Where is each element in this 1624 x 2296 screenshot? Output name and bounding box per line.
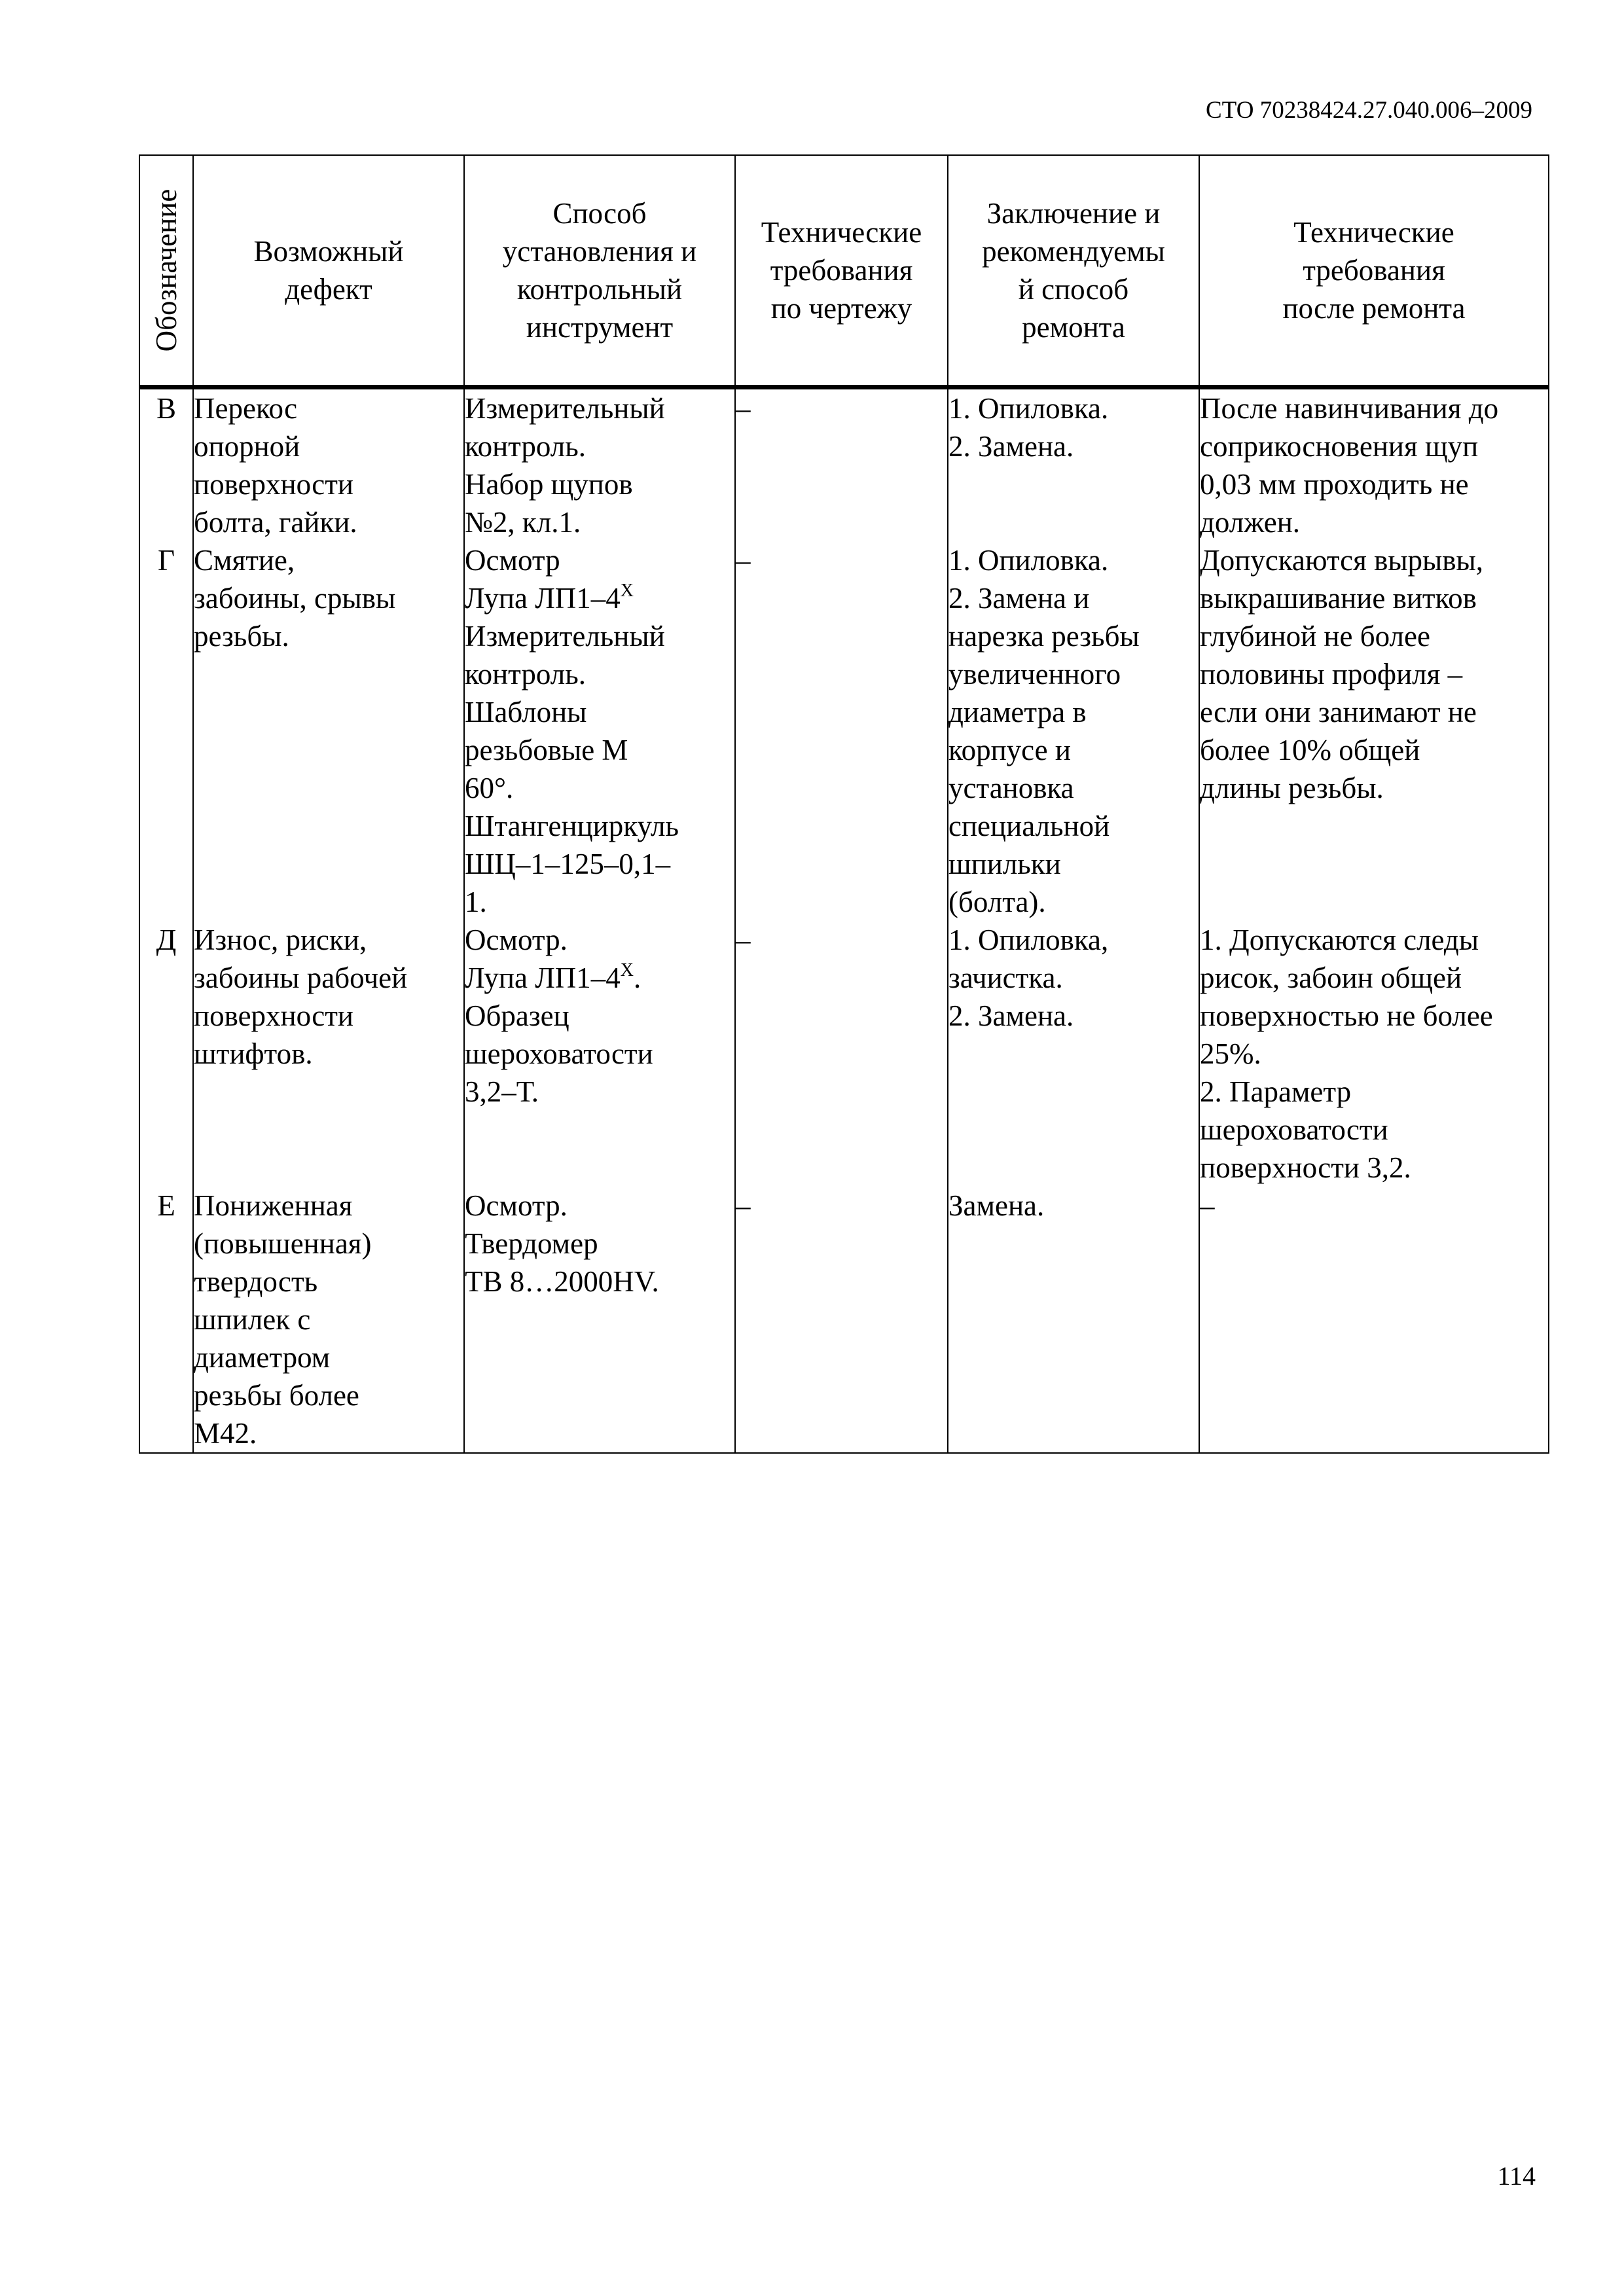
text-line: Технические — [1293, 216, 1454, 249]
table-row — [139, 921, 1549, 1187]
text-line: должен. — [1200, 506, 1301, 539]
row-method: Осмотр. Лупа $ЛП1-4^X$. Образец шероховатости 3,2–Т. — [464, 921, 735, 1187]
text-line: контроль. — [465, 658, 586, 691]
text-line: й способ — [1018, 273, 1129, 306]
row-tech-req-drawing: – — [735, 1187, 948, 1453]
header-tech-req-drawing — [735, 155, 948, 387]
text-line: твердость — [194, 1265, 318, 1298]
row-mark: В — [139, 387, 193, 542]
text-line: по чертежу — [770, 292, 912, 325]
text-line: Измерительный — [465, 620, 665, 653]
text-line: Замена. — [948, 1189, 1045, 1222]
text-line: опорной — [194, 430, 300, 463]
text-line: рисок, забоин общей — [1200, 961, 1462, 994]
text-line: поверхности 3,2. — [1200, 1151, 1411, 1184]
text-line: штифтов. — [194, 1037, 313, 1070]
text-line: увеличенного — [948, 658, 1121, 691]
text-line: Износ, риски, — [194, 924, 367, 956]
text-line: шероховатости — [465, 1037, 653, 1070]
text-line: 2. Параметр — [1200, 1075, 1352, 1108]
text-line: 3,2–Т. — [465, 1075, 539, 1108]
row-method: Осмотр Лупа $ЛП1-4^X$ Измерительный контроль. Шаблоны резьбовые М 60°. Штангенциркуль ШЦ–1–125–0,1– 1. — [464, 541, 735, 921]
text-line: Измерительный — [465, 392, 665, 425]
row-tech-req-after — [1199, 1187, 1549, 1453]
row-method — [464, 387, 735, 542]
row-conclusion — [948, 1187, 1199, 1453]
row-tech-req-after — [1199, 921, 1549, 1187]
text-line: шпильки — [948, 848, 1061, 880]
text-line: М42. — [194, 1417, 257, 1450]
row-tech-req-after — [1199, 387, 1549, 542]
text-line: ТВ 8…2000HV. — [465, 1265, 659, 1298]
text-line: выкрашивание витков — [1200, 582, 1477, 615]
text-line: – — [1200, 1189, 1215, 1222]
text-line: половины профиля – — [1200, 658, 1463, 691]
text-line: зачистка. — [948, 961, 1063, 994]
text-line: 1. Опиловка. — [948, 544, 1109, 577]
header-conclusion — [948, 155, 1199, 387]
page-number: 114 — [1497, 2161, 1536, 2191]
row-conclusion — [948, 921, 1199, 1187]
text-line: ШЦ–1–125–0,1– — [465, 848, 671, 880]
text-line: После навинчивания до — [1200, 392, 1499, 425]
row-method — [464, 1187, 735, 1453]
text-line: если они занимают не — [1200, 696, 1477, 728]
text-line: контрольный — [516, 273, 683, 306]
text-line: 2. Замена и — [948, 582, 1090, 615]
text-line: Способ — [552, 197, 647, 230]
text-line: длины резьбы. — [1200, 772, 1384, 804]
row-tech-req-drawing: – — [735, 921, 948, 1187]
text-line: ремонта — [1022, 311, 1125, 344]
document-code: СТО 70238424.27.040.006–2009 — [1205, 97, 1532, 124]
text-line: корпусе и — [948, 734, 1071, 766]
text-line: диаметра в — [948, 696, 1087, 728]
text-line: Возможный — [253, 235, 404, 268]
text-line: требования — [1303, 254, 1445, 287]
text-line: соприкосновения щуп — [1200, 430, 1479, 463]
row-defect — [193, 921, 464, 1187]
text-line: инструмент — [526, 311, 674, 344]
text-line: Набор щупов — [465, 468, 633, 501]
table-header-row — [139, 155, 1549, 387]
text-line: №2, кл.1. — [465, 506, 581, 539]
text-line: шпилек с — [194, 1303, 311, 1336]
text-line: Твердомер — [465, 1227, 598, 1260]
text-line: (повышенная) — [194, 1227, 372, 1260]
text-line: контроль. — [465, 430, 586, 463]
text-line: резьбы более — [194, 1379, 359, 1412]
text-line: более 10% общей — [1200, 734, 1420, 766]
defects-table — [139, 154, 1549, 1454]
text-line: дефект — [285, 273, 372, 306]
row-defect — [193, 541, 464, 921]
row-defect — [193, 387, 464, 542]
text-line: 1. Опиловка. — [948, 392, 1109, 425]
row-mark: Е — [139, 1187, 193, 1453]
text-line: Штангенциркуль — [465, 810, 679, 842]
text-line: Шаблоны — [465, 696, 587, 728]
text-line: 2. Замена. — [948, 999, 1074, 1032]
text-line: 25%. — [1200, 1037, 1261, 1070]
text-line: поверхности — [194, 468, 353, 501]
text-line: Пониженная — [194, 1189, 353, 1222]
text-line: резьбы. — [194, 620, 289, 653]
text-line: 0,03 мм проходить не — [1200, 468, 1469, 501]
text-line: диаметром — [194, 1341, 331, 1374]
text-line: забоины рабочей — [194, 961, 408, 994]
text-line: болта, гайки. — [194, 506, 357, 539]
text-line: Перекос — [194, 392, 298, 425]
row-mark: Д — [139, 921, 193, 1187]
text-line: Заключение и — [986, 197, 1161, 230]
text-line: 1. Опиловка, — [948, 924, 1109, 956]
table-row — [139, 387, 1549, 542]
header-tech-req-after — [1199, 155, 1549, 387]
text-line: Осмотр. — [465, 1189, 568, 1222]
text-line: Технические — [761, 216, 922, 249]
text-line: 2. Замена. — [948, 430, 1074, 463]
text-line: 60°. — [465, 772, 514, 804]
text-line: Смятие, — [194, 544, 295, 577]
text-line: шероховатости — [1200, 1113, 1388, 1146]
text-line: рекомендуемы — [982, 235, 1165, 268]
text-line: забоины, срывы — [194, 582, 396, 615]
text-line: установка — [948, 772, 1074, 804]
row-mark: Г — [139, 541, 193, 921]
row-conclusion — [948, 387, 1199, 542]
header-defect — [193, 155, 464, 387]
table-row — [139, 1187, 1549, 1453]
row-tech-req-after — [1199, 541, 1549, 921]
text-line: поверхности — [194, 999, 353, 1032]
text-line: поверхностью не более — [1200, 999, 1493, 1032]
text-line: Образец — [465, 999, 569, 1032]
text-line: требования — [770, 254, 913, 287]
header-method — [464, 155, 735, 387]
row-tech-req-drawing: – — [735, 387, 948, 542]
header-mark: Обозначение — [139, 155, 193, 387]
text-line: специальной — [948, 810, 1110, 842]
text-line: глубиной не более — [1200, 620, 1430, 653]
text-line: Допускаются вырывы, — [1200, 544, 1484, 577]
row-tech-req-drawing: – — [735, 541, 948, 921]
text-line: установления и — [502, 235, 697, 268]
text-line: (болта). — [948, 886, 1046, 918]
row-conclusion — [948, 541, 1199, 921]
text-line: 1. Допускаются следы — [1200, 924, 1479, 956]
table-row — [139, 541, 1549, 921]
row-defect — [193, 1187, 464, 1453]
text-line: 1. — [465, 886, 487, 918]
text-line: после ремонта — [1282, 292, 1466, 325]
text-line: нарезка резьбы — [948, 620, 1140, 653]
text-line: резьбовые М — [465, 734, 628, 766]
